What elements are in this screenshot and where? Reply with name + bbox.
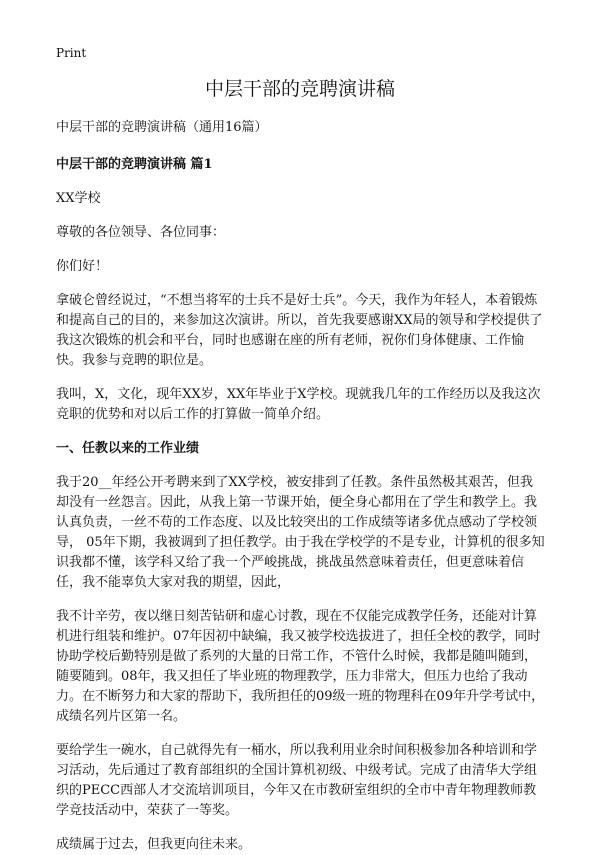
document-subtitle: 中层干部的竞聘演讲稿（通用16篇） [56, 120, 268, 135]
print-link[interactable]: Print [56, 46, 87, 60]
document-body [56, 118, 546, 855]
school-line: XX学校 [56, 191, 101, 206]
paragraph-4: 我不计辛劳，夜以继日刻苦钻研和虚心讨教，现在不仅能完成教学任务，还能对计算机进行组装和维护。07年因初中缺编，我又被学校选拔进了，担任全校的教学，同时协助学校后勤特别是做了系列的大量的日常工作，不管什么时候，我都是随叫随到，随要随到。08年，我又担任了毕业班的物理教学，压力非常大，但压力也给了我动力。在不断努力和大家的帮助下，我所担任的09级一班的物理科在09年升学考试中，成绩名列片区第一名。 [56, 609, 545, 724]
paragraph-2: 我叫，X，文化，现年XX岁，XX年毕业于X学校。现就我几年的工作经历以及我这次竞职的优势和对以后工作的打算做一简单介绍。 [56, 387, 541, 422]
paragraph-3: 我于20__年经公开考聘来到了XX学校，被安排到了任教。条件虽然极其艰苦，但我却没有一丝怨言。因此，从我上第一节课开始，便全身心都用在了学生和教学上。我认真负责，一丝不苟的工作态度、以及比较突出的工作成绩等诸多优点感动了学校领导， 05年下期，我被调到了担任教学。由于我在学校学的不是专业，计算机的很多知识我都不懂，该学科又给了我一个严峻挑战，挑战虽然意味着责任，但更意味着信任，我不能辜负大家对我的期望，因此， [56, 475, 545, 590]
greeting-line: 尊敬的各位领导、各位同事： [56, 225, 226, 240]
section-heading-1: 中层干部的竞聘演讲稿 篇1 [56, 157, 213, 172]
page-title: 中层干部的竞聘演讲稿 [204, 78, 395, 100]
hello-line: 你们好！ [56, 259, 109, 274]
paragraph-1: 拿破仑曾经说过，“不想当将军的士兵不是好士兵”。今天，我作为年轻人，本着锻炼和提高自己的目的，来参加这次演讲。所以，首先我要感谢XX局的领导和学校提供了我这次锻炼的机会和平台，同时也感谢在座的所有老师，祝你们身体健康、工作愉快。我参与竞聘的职位是。 [56, 293, 543, 368]
section-heading-2: 一、任教以来的工作业绩 [56, 441, 200, 456]
paragraph-5: 要给学生一碗水，自己就得先有一桶水，所以我利用业余时间积极参加各种培训和学习活动，先后通过了教育部组织的全国计算机初级、中级考试。完成了由清华大学组织的PECC西部人才交流培训项目，今年又在市教研室组织的全市中青年物理教师教学竞技活动中，荣获了一等奖。 [56, 743, 538, 818]
paragraph-6: 成绩属于过去，但我更向往未来。 [56, 837, 252, 852]
